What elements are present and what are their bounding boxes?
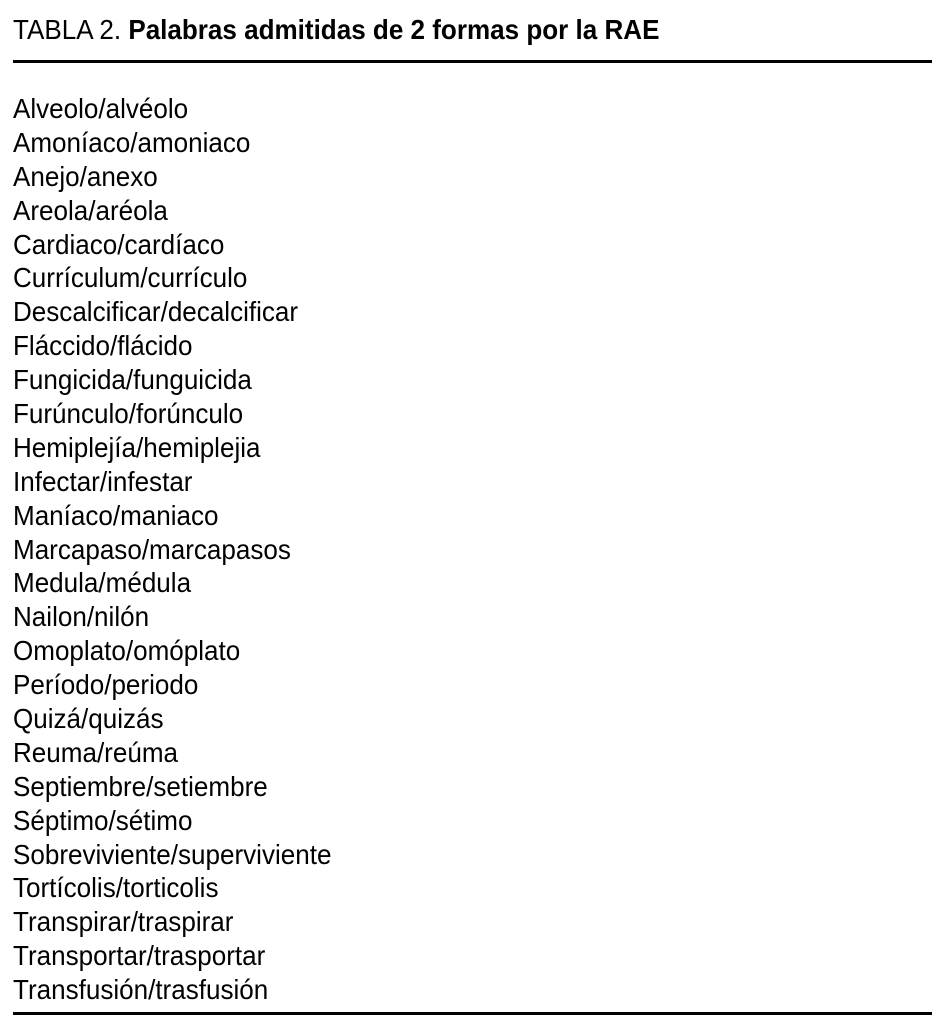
list-item: Transfusión/trasfusión (13, 974, 269, 1006)
list-item: Alveolo/alvéolo (13, 93, 189, 124)
table-caption (13, 12, 868, 48)
list-item: Descalcificar/decalcificar (13, 296, 299, 328)
list-item: Amoníaco/amoniaco (13, 126, 251, 158)
list-item: Septiembre/setiembre (13, 770, 268, 802)
list-item: Omoplato/omóplato (13, 635, 241, 667)
list-item: Fláccido/flácido (13, 330, 193, 362)
table-title: Palabras admitidas de 2 formas por la RAE (128, 14, 660, 45)
list-item: Cardiaco/cardíaco (13, 228, 225, 260)
list-item: Anejo/anexo (13, 160, 158, 192)
list-item: Período/periodo (13, 669, 199, 701)
word-list (13, 92, 355, 1007)
list-item: Infectar/infestar (13, 465, 193, 497)
list-item: Sobreviviente/superviviente (13, 838, 332, 870)
list-item: Medula/médula (13, 567, 192, 599)
list-item: Quizá/quizás (13, 703, 164, 735)
list-item: Séptimo/sétimo (13, 804, 193, 836)
list-item: Transpirar/traspirar (13, 906, 234, 938)
list-item: Currículum/currículo (13, 262, 248, 294)
list-item: Transportar/trasportar (13, 940, 266, 972)
list-item: Tortícolis/torticolis (13, 872, 219, 904)
top-rule (13, 60, 932, 63)
table-label: TABLA 2. (13, 14, 122, 45)
list-item: Nailon/nilón (13, 601, 150, 633)
word-table (13, 12, 932, 1006)
list-item: Areola/aréola (13, 194, 168, 226)
list-item: Hemiplejía/hemiplejia (13, 431, 261, 463)
list-item: Reuma/reúma (13, 736, 178, 768)
list-item: Maníaco/maniaco (13, 499, 219, 531)
list-item: Marcapaso/marcapasos (13, 533, 291, 565)
bottom-rule (13, 1012, 932, 1015)
list-item: Fungicida/funguicida (13, 364, 252, 396)
list-item: Furúnculo/forúnculo (13, 398, 244, 430)
